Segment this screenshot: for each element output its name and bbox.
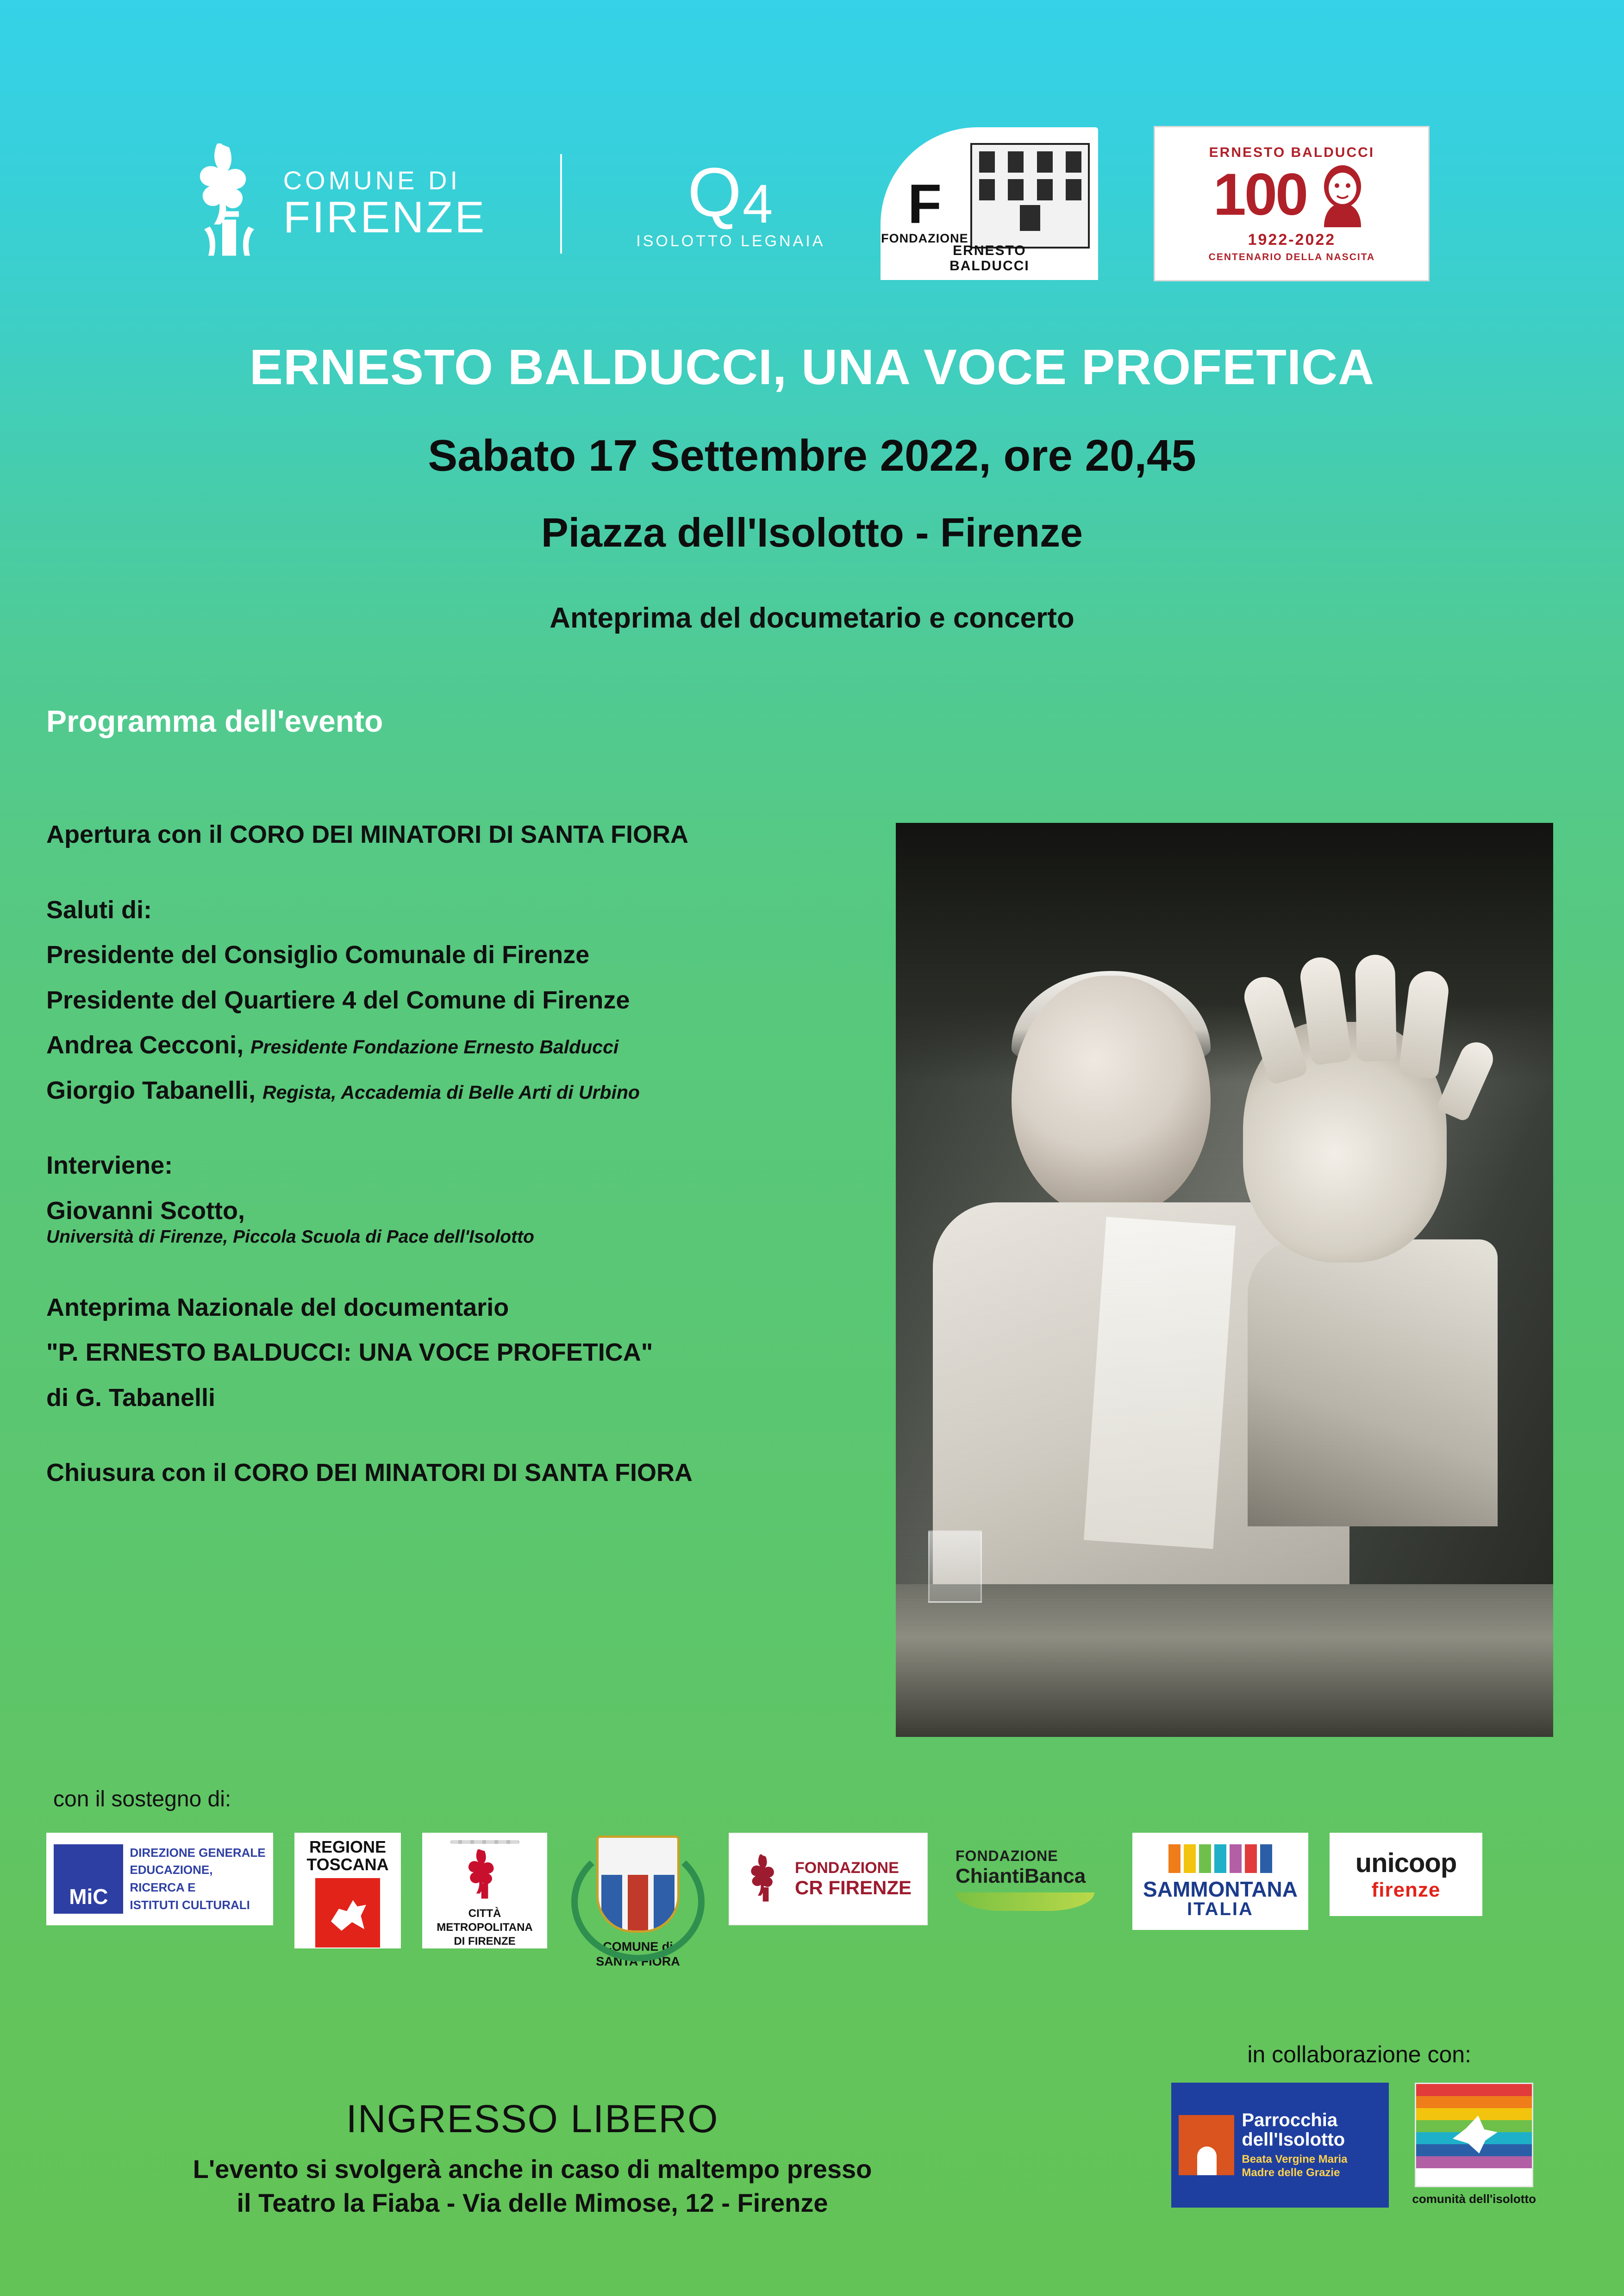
logo-fondazione-ernesto-balducci (881, 127, 1098, 280)
premiere-author: di G. Tabanelli (46, 1383, 216, 1412)
speaker-label: Interviene: (46, 1151, 173, 1179)
mic-text-line: ISTITUTI CULTURALI (130, 1898, 250, 1912)
programme-closing: Chiusura con il CORO DEI MINATORI DI SANTA FIORA (46, 1459, 693, 1487)
logo-sammontana-italia (1132, 1833, 1308, 1930)
balducci-portrait-icon (1315, 162, 1370, 227)
parrocchia-line3: Beata Vergine Maria (1242, 2153, 1348, 2166)
giglio-rosso-icon (462, 1849, 507, 1900)
logo-fondazione-cr-firenze (729, 1833, 928, 1925)
greeting-name: Giorgio Tabanelli, (46, 1076, 256, 1104)
parrocchia-line2: dell'Isolotto (1242, 2129, 1345, 2150)
logo-divider (560, 154, 562, 254)
church-icon (1179, 2115, 1234, 2175)
quartiere-number: 4 (742, 173, 774, 235)
greeting-name: Andrea Cecconi, (46, 1031, 244, 1059)
free-entry-label: INGRESSO LIBERO (346, 2097, 719, 2140)
regione-line2: TOSCANA (306, 1855, 389, 1874)
logo-fondazione-chiantibanca (949, 1833, 1111, 1925)
mic-badge: MiC (54, 1844, 123, 1914)
mic-text-line: RICERCA E (130, 1880, 196, 1894)
parrocchia-line4: Madre delle Grazie (1242, 2166, 1340, 2179)
centenario-number: 100 (1213, 161, 1307, 228)
fondazione-name-line2: BALDUCCI (949, 258, 1030, 274)
collaboration-label: in collaborazione con: (1247, 2041, 1471, 2067)
footer-note-line1: L'evento si svolgerà anche in caso di maltempo presso (193, 2154, 872, 2184)
greetings-label: Saluti di: (46, 896, 152, 924)
centenario-years: 1922-2022 (1248, 230, 1336, 249)
collaboration-logo-row (1171, 2083, 1536, 2208)
footer-note-line2: il Teatro la Fiaba - Via delle Mimose, 12 - Firenze (237, 2188, 828, 2217)
giglio-crf-icon (745, 1854, 787, 1904)
pegaso-icon (315, 1878, 380, 1948)
comune-label-line2: FIRENZE (283, 193, 487, 242)
crown-icon (450, 1840, 519, 1844)
premiere-label: Anteprima Nazionale del documentario (46, 1293, 509, 1321)
logo-comune-di-firenze (194, 143, 487, 264)
stemma-icon (596, 1836, 680, 1933)
logo-unicoop-firenze (1330, 1833, 1482, 1916)
balducci-photo (896, 823, 1553, 1737)
quartiere-label: ISOLOTTO LEGNAIA (636, 232, 825, 250)
sammontana-line1: SAMMONTANA (1143, 1877, 1298, 1901)
logo-comunita-isolotto (1412, 2083, 1536, 2206)
chianti-swoosh-icon (956, 1892, 1094, 1911)
event-place: Piazza dell'Isolotto - Firenze (541, 510, 1083, 555)
unicoop-line2: firenze (1371, 1878, 1441, 1901)
centenario-bottom-label: CENTENARIO DELLA NASCITA (1208, 251, 1375, 262)
logo-quartiere-4 (636, 153, 825, 250)
rainbow-dove-icon (1415, 2083, 1533, 2187)
greeting-item (46, 1030, 880, 1061)
quartiere-letter: Q (687, 153, 743, 231)
greeting-item: Presidente del Consiglio Comunale di Firenze (46, 941, 590, 969)
footer-info (0, 2097, 1065, 2220)
santa-line1: COMUNE di (603, 1939, 673, 1954)
chianti-line1: FONDAZIONE (956, 1847, 1058, 1864)
premiere-title: "P. ERNESTO BALDUCCI: UNA VOCE PROFETICA" (46, 1338, 653, 1367)
logo-comune-santa-fiora (568, 1833, 707, 1972)
sammontana-line2: ITALIA (1187, 1899, 1254, 1919)
palazzo-icon (970, 143, 1090, 249)
greeting-role: Presidente Fondazione Ernesto Balducci (250, 1036, 619, 1058)
crf-line2: CR FIRENZE (795, 1876, 912, 1898)
fondazione-word: FONDAZIONE (881, 231, 968, 245)
unicoop-line1: unicoop (1355, 1848, 1457, 1878)
comune-label-line1: COMUNE DI (283, 166, 461, 195)
logo-parrocchia-isolotto (1171, 2083, 1389, 2208)
greeting-role: Regista, Accademia di Belle Arti di Urbino (262, 1081, 640, 1103)
logo-regione-toscana (294, 1833, 401, 1948)
greeting-item (46, 1075, 880, 1107)
mic-text-line: EDUCAZIONE, (130, 1863, 213, 1877)
chianti-line2: ChiantiBanca (956, 1864, 1086, 1887)
speaker-role: Università di Firenze, Piccola Scuola di Pace dell'Isolotto (46, 1227, 534, 1247)
citta-line2: DI FIRENZE (454, 1935, 516, 1948)
giglio-fiorentino-icon (194, 143, 264, 264)
logo-mic (46, 1833, 273, 1925)
sponsor-logo-strip-top (0, 106, 1624, 301)
fondazione-name-line1: ERNESTO (953, 243, 1026, 258)
crf-line1: FONDAZIONE (795, 1859, 899, 1877)
programme-opening: Apertura con il CORO DEI MINATORI DI SANTA FIORA (46, 821, 689, 848)
mic-text-line: DIREZIONE GENERALE (130, 1845, 266, 1860)
santa-line2: SANTA FIORA (596, 1954, 680, 1968)
logo-centenario-balducci (1154, 126, 1430, 281)
event-subtitle: Anteprima del documetario e concerto (550, 602, 1074, 634)
sponsor-logo-row (46, 1833, 1583, 1972)
sponsors-label: con il sostegno di: (53, 1787, 231, 1811)
programme-heading: Programma dell'evento (46, 704, 383, 738)
poster-title: ERNESTO BALDUCCI, UNA VOCE PROFETICA (249, 339, 1375, 395)
centenario-top-label: ERNESTO BALDUCCI (1209, 144, 1375, 160)
sammontana-bars-icon (1168, 1844, 1272, 1873)
speaker-name: Giovanni Scotto, (46, 1196, 245, 1225)
parrocchia-line1: Parrocchia (1242, 2110, 1338, 2131)
citta-line1: CITTÀ METROPOLITANA (437, 1907, 533, 1934)
event-date: Sabato 17 Settembre 2022, ore 20,45 (428, 431, 1196, 480)
fondazione-letter: F (907, 173, 942, 235)
greeting-item: Presidente del Quartiere 4 del Comune di Firenze (46, 986, 630, 1014)
comunita-caption: comunità dell'isolotto (1412, 2192, 1536, 2206)
programme-list (46, 819, 880, 1489)
regione-line1: REGIONE (309, 1837, 386, 1857)
logo-citta-metropolitana (422, 1833, 547, 1948)
